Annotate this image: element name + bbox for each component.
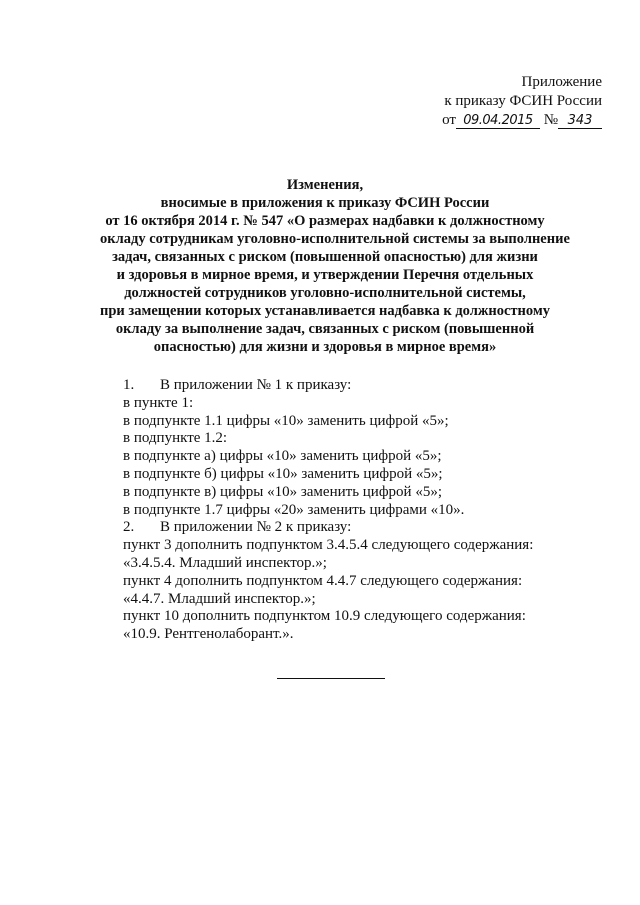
title-line: окладу за выполнение задач, связанных с риском (повышенной (115, 321, 535, 337)
appendix-label: Приложение (521, 74, 602, 90)
item-1-line: в пункте 1: (123, 394, 194, 411)
item-2-line: «4.4.7. Младший инспектор.»; (123, 590, 316, 607)
title-line: и здоровья в мирное время, и утверждении Перечня отдельных (116, 267, 534, 283)
item-2-line: пункт 10 дополнить подпунктом 10.9 следующего содержания: (123, 608, 526, 625)
document-body (123, 377, 563, 644)
number-symbol: № (543, 112, 558, 128)
item-2-heading-text: В приложении № 2 к приказу: (160, 519, 352, 536)
item-2-heading (123, 519, 563, 537)
item-1-line: в подпункте б) цифры «10» заменить цифрой «5»; (123, 465, 443, 482)
item-2-line: пункт 4 дополнить подпунктом 4.4.7 следующего содержания: (123, 572, 523, 589)
document-title (100, 176, 570, 356)
from-prefix: от (442, 112, 456, 128)
title-line: при замещении которых устанавливается надбавка к должностному (100, 303, 550, 319)
appendix-header (412, 73, 602, 130)
item-1-heading (123, 377, 563, 395)
title-line: от 16 октября 2014 г. № 547 «О размерах надбавки к должностному (105, 213, 545, 229)
title-line: опасностью) для жизни и здоровья в мирное время» (153, 339, 497, 355)
item-1-heading-text: В приложении № 1 к приказу: (160, 377, 352, 393)
item-1-line: в подпункте 1.1 цифры «10» заменить цифрой «5»; (123, 412, 449, 429)
item-1-number: 1. (123, 377, 135, 393)
title-line: задач, связанных с риском (повышенной опасностью) для жизни (112, 249, 538, 265)
item-1-line: в подпункте а) цифры «10» заменить цифрой «5»; (123, 448, 442, 465)
item-1-line: в подпункте в) цифры «10» заменить цифрой «5»; (123, 483, 442, 500)
item-2-number: 2. (123, 519, 135, 536)
appendix-order-ref: к приказу ФСИН России (444, 93, 602, 109)
appendix-date-number-line (412, 111, 602, 130)
title-line: окладу сотрудникам уголовно-исполнительной системы за выполнение (100, 231, 570, 247)
item-1-line: в подпункте 1.7 цифры «20» заменить цифрами «10». (123, 501, 465, 518)
title-line: должностей сотрудников уголовно-исполнительной системы, (124, 285, 526, 301)
handwritten-date: 09.04.2015 (456, 113, 540, 129)
title-line: Изменения, (286, 177, 364, 193)
title-line: вносимые в приложения к приказу ФСИН России (160, 195, 490, 211)
item-2-line: «3.4.5.4. Младший инспектор.»; (123, 554, 327, 571)
item-2-line: пункт 3 дополнить подпунктом 3.4.5.4 следующего содержания: (123, 537, 534, 554)
handwritten-number: 343 (558, 113, 602, 129)
item-1-line: в подпункте 1.2: (123, 430, 228, 447)
closing-divider (277, 678, 385, 679)
item-2-line: «10.9. Рентгенолаборант.». (123, 626, 294, 643)
